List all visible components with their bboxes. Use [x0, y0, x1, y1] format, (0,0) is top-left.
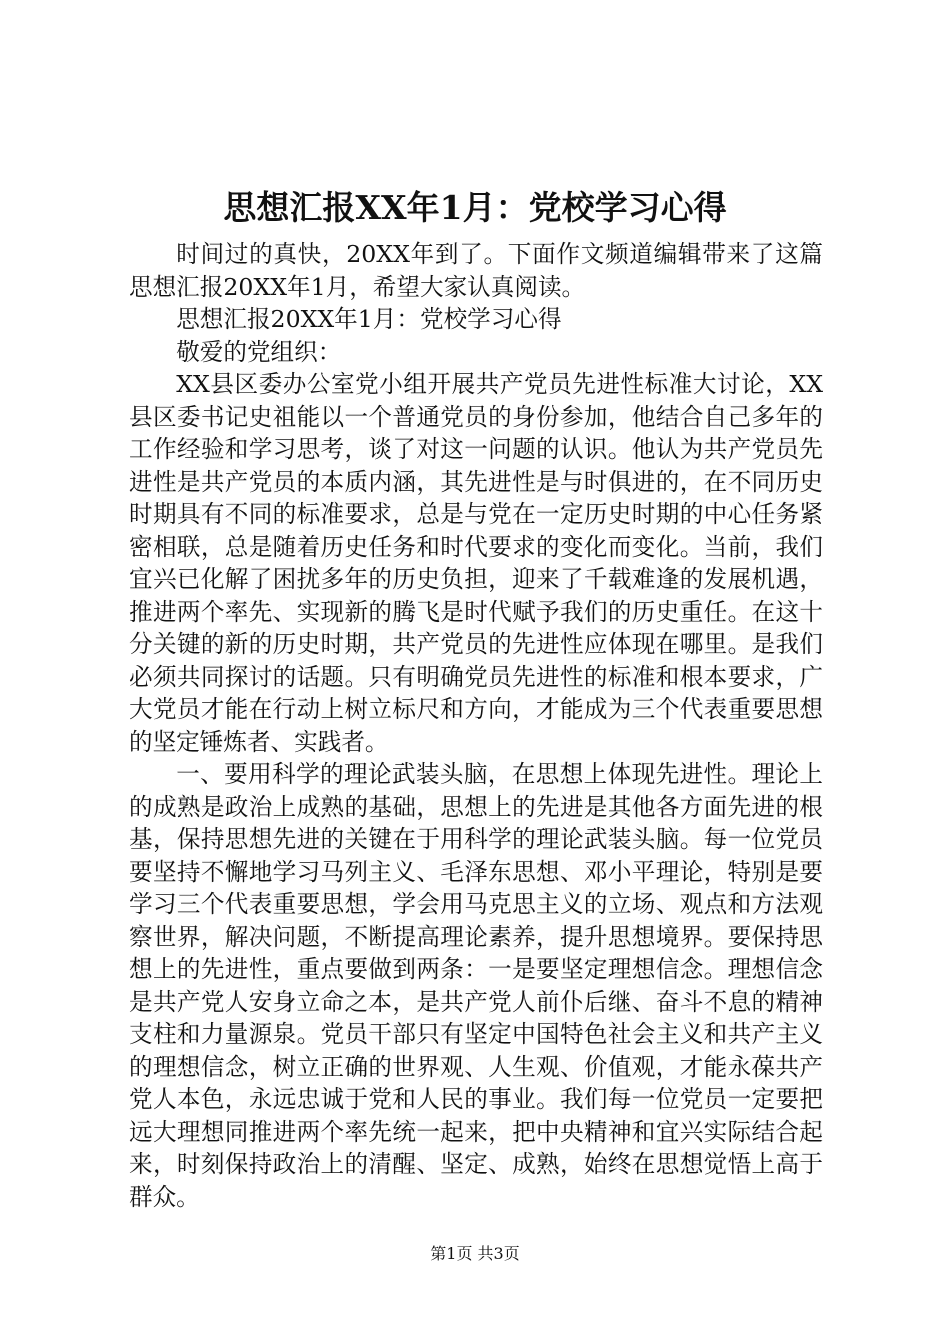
document-title: 思想汇报XX年1月：党校学习心得	[223, 188, 727, 227]
salutation: 敬爱的党组织：	[176, 337, 342, 366]
body-paragraph: XX县区委办公室党小组开展共产党员先进性标准大讨论，XX县区委书记史祖能以一个普通党员的身份参加，他结合自己多年的工作经验和学习思考，谈了对这一问题的认识。他认为共产党员先进性是共产党员的本质内涵，其先进性是与时俱进的，在不同历史时期具有不同的标准要求，总是与党在一定历史时期的中心任务紧密相联，总是随着历史任务和时代要求的变化而变化。当前，我们宜兴已化解了困扰多年的历史负担，迎来了千载难逢的发展机遇，推进两个率先、实现新的腾飞是时代赋予我们的历史重任。在这十分关键的新的历史时期，共产党员的先进性应体现在哪里。是我们必须共同探讨的话题。只有明确党员先进性的标准和根本要求，广大党员才能在行动上树立标尺和方向，才能成为三个代表重要思想的坚定锤炼者、实践者。	[129, 370, 823, 756]
subtitle-paragraph: 思想汇报20XX年1月：党校学习心得	[176, 305, 562, 333]
page-number: 第1页 共3页	[430, 1244, 520, 1263]
intro-paragraph: 时间过的真快，20XX年到了。下面作文频道编辑带来了这篇思想汇报20XX年1月，希望大家认真阅读。	[129, 240, 823, 301]
document-body	[129, 238, 823, 1213]
body-paragraph: 一、要用科学的理论武装头脑，在思想上体现先进性。理论上的成熟是政治上成熟的基础，思想上的先进是其他各方面先进的根基，保持思想先进的关键在于用科学的理论武装头脑。每一位党员要坚持不懈地学习马列主义、毛泽东思想、邓小平理论，特别是要学习三个代表重要思想，学会用马克思主义的立场、观点和方法观察世界，解决问题，不断提高理论素养，提升思想境界。要保持思想上的先进性，重点要做到两条：一是要坚定理想信念。理想信念是共产党人安身立命之本，是共产党人前仆后继、奋斗不息的精神支柱和力量源泉。党员干部只有坚定中国特色社会主义和共产主义的理想信念，树立正确的世界观、人生观、价值观，才能永葆共产党人本色，永远忠诚于党和人民的事业。我们每一位党员一定要把远大理想同推进两个率先统一起来，把中央精神和宜兴实际结合起来，时刻保持政治上的清醒、坚定、成熟，始终在思想觉悟上高于群众。	[129, 760, 823, 1211]
